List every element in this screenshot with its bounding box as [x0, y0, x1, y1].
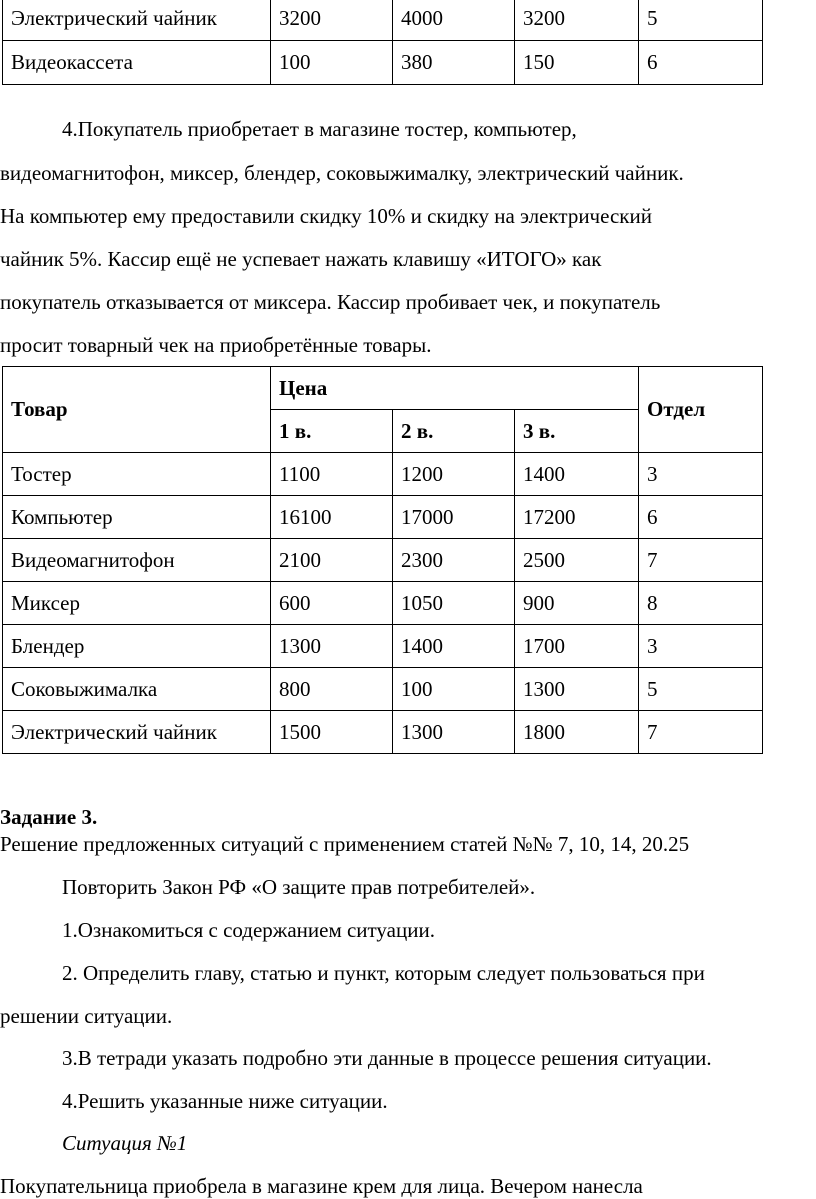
table-cell: 5	[639, 0, 763, 41]
table-cell: 1800	[515, 711, 639, 754]
task3-item: решении ситуации.	[0, 1004, 173, 1028]
table-row	[3, 453, 763, 496]
table-cell: 5	[639, 668, 763, 711]
table-cell: 900	[515, 582, 639, 625]
table-cell: 3	[639, 453, 763, 496]
table-cell: 1300	[515, 668, 639, 711]
table-cell: 1500	[271, 711, 393, 754]
table-cell: Видеокассета	[3, 41, 271, 85]
task3-item: 4.Решить указанные ниже ситуации.	[62, 1089, 388, 1113]
task3-item: 1.Ознакомиться с содержанием ситуации.	[62, 918, 435, 942]
product-table-continued	[2, 0, 763, 85]
table-cell: 800	[271, 668, 393, 711]
table-cell: 100	[271, 41, 393, 85]
task3-title: Задание 3.	[0, 805, 98, 829]
header-price-1: 1 в.	[271, 410, 393, 453]
table-cell: 3200	[271, 0, 393, 41]
table-cell: 8	[639, 582, 763, 625]
header-price-2: 2 в.	[393, 410, 515, 453]
table-cell: Блендер	[3, 625, 271, 668]
task3-item: 3.В тетради указать подробно эти данные в процессе решения ситуации.	[62, 1046, 712, 1070]
table-cell: Электрический чайник	[3, 0, 271, 41]
table-cell: 1300	[393, 711, 515, 754]
table-cell: 600	[271, 582, 393, 625]
table-cell: 2500	[515, 539, 639, 582]
table-row	[3, 582, 763, 625]
table-cell: 6	[639, 41, 763, 85]
table-cell: 1400	[393, 625, 515, 668]
table-cell: 1400	[515, 453, 639, 496]
table-cell: 1300	[271, 625, 393, 668]
table-cell: 2100	[271, 539, 393, 582]
table-cell: 17200	[515, 496, 639, 539]
table-cell: 16100	[271, 496, 393, 539]
task3-item: Повторить Закон РФ «О защите прав потребителей».	[62, 875, 536, 899]
situation-text: Покупательница приобрела в магазине крем для лица. Вечером нанесла	[0, 1174, 643, 1198]
paragraph4-line: чайник 5%. Кассир ещё не успевает нажать клавишу «ИТОГО» как	[0, 247, 602, 271]
table-cell: Тостер	[3, 453, 271, 496]
table-cell: 100	[393, 668, 515, 711]
header-item: Товар	[3, 367, 271, 453]
table-row	[3, 625, 763, 668]
price-table	[2, 366, 763, 754]
paragraph4-line: видеомагнитофон, миксер, блендер, соковыжималку, электрический чайник.	[0, 161, 684, 185]
paragraph4-line: просит товарный чек на приобретённые товары.	[0, 333, 432, 357]
table-cell: 4000	[393, 0, 515, 41]
header-price-3: 3 в.	[515, 410, 639, 453]
table-cell: Миксер	[3, 582, 271, 625]
task3-item: 2. Определить главу, статью и пункт, которым следует пользоваться при	[62, 961, 705, 985]
paragraph4-line: На компьютер ему предоставили скидку 10% и скидку на электрический	[0, 204, 652, 228]
table-cell: 2300	[393, 539, 515, 582]
table-cell: 1050	[393, 582, 515, 625]
table-cell: 1100	[271, 453, 393, 496]
table-cell: 380	[393, 41, 515, 85]
table-cell: 17000	[393, 496, 515, 539]
table-cell: Компьютер	[3, 496, 271, 539]
table-cell: 3	[639, 625, 763, 668]
table-row	[3, 668, 763, 711]
header-price: Цена	[271, 367, 639, 410]
table-cell: Электрический чайник	[3, 711, 271, 754]
table-row	[3, 41, 763, 85]
situation-title: Ситуация №1	[62, 1131, 188, 1155]
table-header-row	[3, 367, 763, 410]
task3-subtitle: Решение предложенных ситуаций с применением статей №№ 7, 10, 14, 20.25	[0, 832, 690, 856]
table-cell: 7	[639, 539, 763, 582]
table-row	[3, 711, 763, 754]
table-cell: 1200	[393, 453, 515, 496]
table-cell: Соковыжималка	[3, 668, 271, 711]
table-cell: 6	[639, 496, 763, 539]
paragraph4-line: 4.Покупатель приобретает в магазине тостер, компьютер,	[62, 117, 577, 141]
table-cell: 1700	[515, 625, 639, 668]
paragraph4-line: покупатель отказывается от миксера. Кассир пробивает чек, и покупатель	[0, 290, 661, 314]
header-dept: Отдел	[639, 367, 763, 453]
table-cell: 3200	[515, 0, 639, 41]
table-cell: 150	[515, 41, 639, 85]
table-row	[3, 0, 763, 41]
table-row	[3, 496, 763, 539]
table-cell: Видеомагнитофон	[3, 539, 271, 582]
table-cell: 7	[639, 711, 763, 754]
table-row	[3, 539, 763, 582]
